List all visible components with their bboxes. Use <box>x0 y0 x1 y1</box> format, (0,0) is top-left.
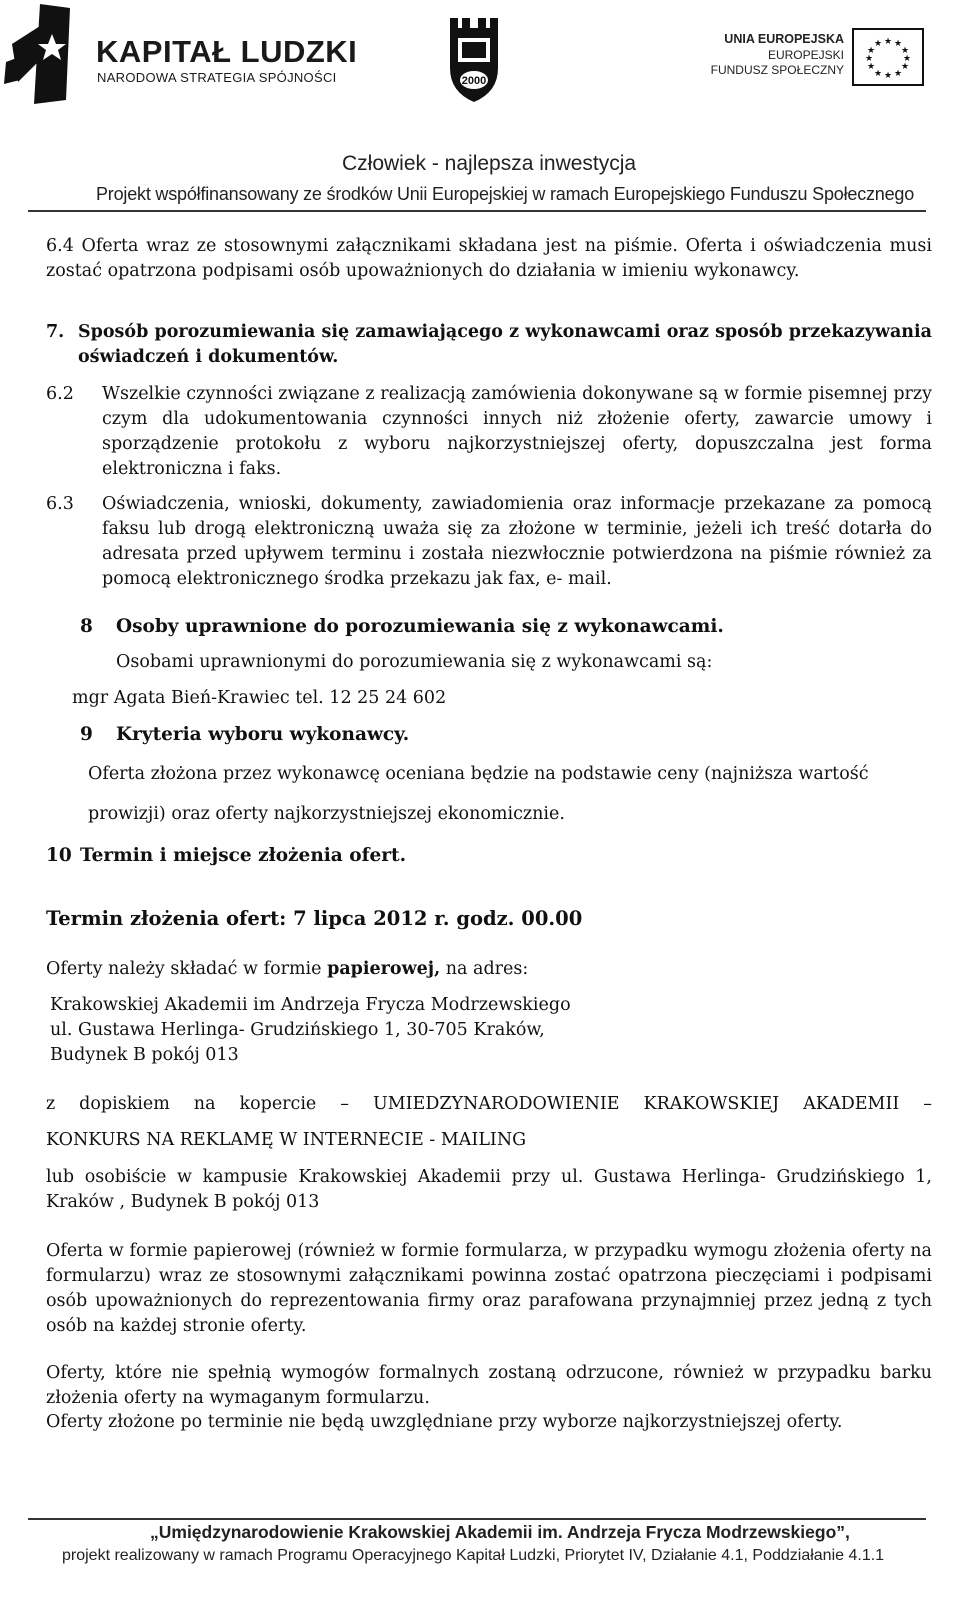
paragraph-6-4: 6.4 Oferta wraz ze stosownymi załącznikami składana jest na piśmie. Oferta i oświadczenia musi zostać opatrzona podpisami osób upoważnionych do działania w imieniu wykonawcy. <box>46 236 932 281</box>
section-8-number: 8 <box>80 616 93 637</box>
slogan: Człowiek - najlepsza inwestycja <box>342 152 637 175</box>
submission-form: Oferty należy składać w formie papierowej, na adres: <box>46 959 529 979</box>
svg-text:★: ★ <box>883 71 893 81</box>
eu-flag-icon <box>852 28 924 86</box>
crest-year: 2000 <box>461 75 487 87</box>
svg-text:★: ★ <box>866 46 876 56</box>
address-line-2: ul. Gustawa Herlinga- Grudzińskiego 1, 30-705 Kraków, <box>50 1020 545 1040</box>
paragraph-6-2-number: 6.2 <box>46 384 74 404</box>
paper-form-requirements: Oferta w formie papierowej (również w formie formularza, w przypadku wymogu złożenia oferty na formularzu) wraz ze stosownymi załącznikami powinna zostać opatrzona pieczęciami i podpisami osób upoważnionych do reprezentowania firmy oraz parafowana przynajmniej przez jedną z tych osób na każdej stronie oferty. <box>46 1241 932 1336</box>
section-9-number: 9 <box>80 724 93 745</box>
section-10-heading: Termin i miejsce złożenia ofert. <box>80 845 407 866</box>
personal-delivery: lub osobiście w kampusie Krakowskiej Akademii przy ul. Gustawa Herlinga- Grudzińskiego 1, Kraków , Budynek B pokój 013 <box>46 1167 932 1212</box>
section-7-heading: Sposób porozumiewania się zamawiającego z wykonawcami oraz sposób przekazywania oświadczeń i dokumentów. <box>78 322 932 367</box>
section-7-number: 7. <box>46 322 65 342</box>
address-line-3: Budynek B pokój 013 <box>50 1045 239 1065</box>
svg-text:★: ★ <box>873 69 883 79</box>
footer-divider <box>28 1518 926 1520</box>
svg-text:★: ★ <box>883 37 893 47</box>
envelope-note-1: z dopiskiem na kopercie – UMIEDZYNARODOWIENIE KRAKOWSKIEJ AKADEMII – <box>46 1094 932 1114</box>
svg-text:★: ★ <box>893 39 903 49</box>
paragraph-6-3-number: 6.3 <box>46 494 74 514</box>
section-9-heading: Kryteria wyboru wykonawcy. <box>116 724 410 745</box>
eu-label-2: EUROPEJSKI <box>767 48 844 62</box>
criteria-line-1: Oferta złożona przez wykonawcę oceniana będzie na podstawie ceny (najniższa wartość <box>88 764 869 784</box>
footer-program-info: projekt realizowany w ramach Programu Operacyjnego Kapitał Ludzki, Priorytet IV, Działanie 4.1, Poddziałanie 4.1.1 <box>62 1547 885 1564</box>
contact-person: mgr Agata Bień-Krawiec tel. 12 25 24 602 <box>72 688 447 708</box>
svg-text:★: ★ <box>864 54 874 64</box>
project-line: Projekt współfinansowany ze środków Unii Europejskiej w ramach Europejskiego Funduszu Społecznego <box>96 184 915 204</box>
footer-project-title: „Umiędzynarodowienie Krakowskiej Akademii im. Andrzeja Frycza Modrzewskiego”, <box>150 1522 850 1542</box>
address-line-1: Krakowskiej Akademii im Andrzeja Frycza Modrzewskiego <box>50 995 571 1015</box>
section-8-heading: Osoby uprawnione do porozumiewania się z wykonawcami. <box>116 616 724 637</box>
svg-text:★: ★ <box>902 54 912 64</box>
svg-text:★: ★ <box>873 39 883 49</box>
kapital-ludzki-logo <box>4 4 74 104</box>
svg-text:★: ★ <box>866 62 876 72</box>
svg-text:★: ★ <box>893 69 903 79</box>
contact-intro: Osobami uprawnionymi do porozumiewania się z wykonawcami są: <box>116 652 713 672</box>
deadline: Termin złożenia ofert: 7 lipca 2012 r. godz. 00.00 <box>46 907 583 930</box>
late-offers-note: Oferty złożone po terminie nie będą uwzględniane przy wyborze najkorzystniejszej oferty. <box>46 1412 843 1432</box>
eu-label-1: UNIA EUROPEJSKA <box>724 32 844 46</box>
page-header <box>0 0 960 220</box>
paragraph-6-3: Oświadczenia, wnioski, dokumenty, zawiadomienia oraz informacje przekazane za pomocą faksu lub drogą elektroniczną uważa się za złożone w terminie, jeżeli ich treść dotarła do adresata przed upływem terminu i została niezwłocznie potwierdzona na piśmie również za pomocą elektronicznego środka przekazu jak fax, e- mail. <box>102 494 932 589</box>
section-10-number: 10 <box>46 845 72 866</box>
svg-text:★: ★ <box>900 62 910 72</box>
svg-text:★: ★ <box>900 46 910 56</box>
criteria-line-2: prowizji) oraz oferty najkorzystniejszej ekonomicznie. <box>88 804 565 824</box>
eu-label-3: FUNDUSZ SPOŁECZNY <box>710 63 844 77</box>
rejection-note: Oferty, które nie spełnią wymogów formalnych zostaną odrzucone, również w przypadku barku złożenia oferty na wymaganym formularzu. <box>46 1363 932 1408</box>
academy-crest-logo <box>446 18 502 102</box>
logo-title: KAPITAŁ LUDZKI <box>96 34 358 69</box>
header-divider <box>28 210 926 212</box>
paragraph-6-2: Wszelkie czynności związane z realizacją zamówienia dokonywane są w formie pisemnej przy czym dla udokumentowania czynności innych niż złożenie oferty, zawarcie umowy i sporządzenie protokołu z wyboru najkorzystniejszej oferty, dopuszczalna jest forma elektroniczna i faks. <box>102 384 932 479</box>
envelope-note-2: KONKURS NA REKLAMĘ W INTERNECIE - MAILING <box>46 1130 527 1150</box>
logo-subtitle: NARODOWA STRATEGIA SPÓJNOŚCI <box>97 70 337 85</box>
